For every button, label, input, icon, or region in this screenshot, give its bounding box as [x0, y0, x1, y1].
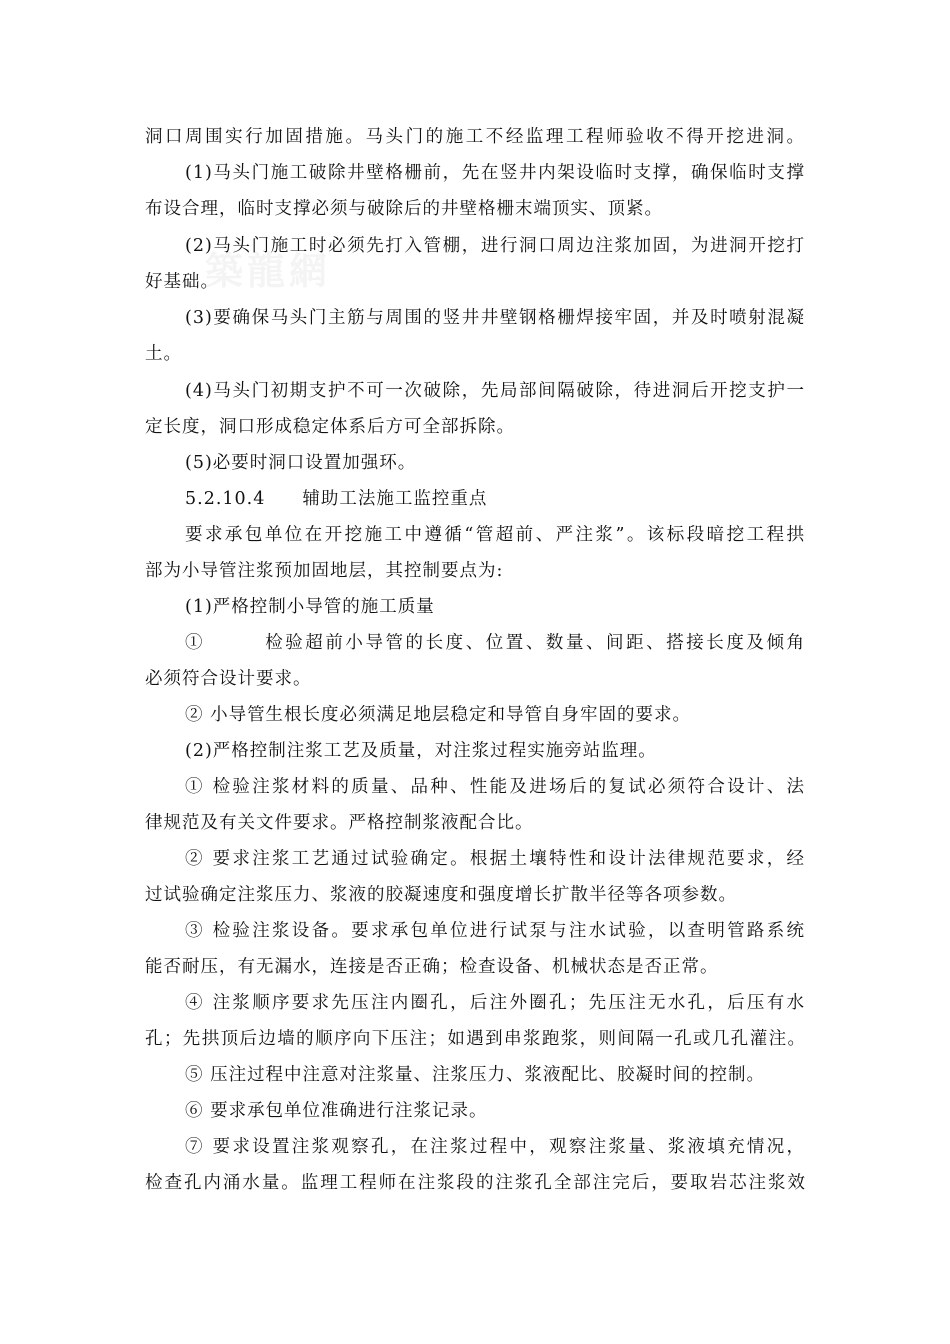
watermark-logo: 築龍網	[205, 249, 332, 293]
paragraph-line: ⑤ 压注过程中注意对注浆量、注浆压力、浆液配比、胶凝时间的控制。	[185, 1065, 766, 1085]
paragraph-line: ① 检验注浆材料的质量、品种、性能及进场后的复试必须符合设计、法	[185, 777, 805, 797]
paragraph-line: 必须符合设计要求。	[145, 669, 312, 689]
paragraph-line: ⑦ 要求设置注浆观察孔，在注浆过程中，观察注浆量、浆液填充情况，	[185, 1137, 805, 1157]
paragraph-line: ② 要求注浆工艺通过试验确定。根据土壤特性和设计法律规范要求，经	[185, 849, 805, 869]
paragraph-line: (4)马头门初期支护不可一次破除，先局部间隔破除，待进洞后开挖支护一	[185, 381, 805, 401]
paragraph-line: (1)马头门施工破除井壁格栅前，先在竖井内架设临时支撑，确保临时支撑	[185, 163, 805, 183]
paragraph-line: 要求承包单位在开挖施工中遵循“管超前、严注浆”。该标段暗挖工程拱	[185, 525, 805, 545]
paragraph-line: (2)马头门施工时必须先打入管棚，进行洞口周边注浆加固，为进洞开挖打	[185, 236, 805, 256]
paragraph-line: 定长度，洞口形成稳定体系后方可全部拆除。	[145, 417, 515, 437]
paragraph-line: 好基础。	[145, 272, 219, 292]
paragraph-line: ① 检验超前小导管的长度、位置、数量、间距、搭接长度及倾角	[185, 633, 805, 653]
paragraph-line: 部为小导管注浆预加固地层，其控制要点为:	[145, 561, 504, 581]
paragraph-line: 律规范及有关文件要求。严格控制浆液配合比。	[145, 813, 534, 833]
section-heading: 5.2.10.4 辅助工法施工监控重点	[185, 489, 488, 509]
paragraph-line: 能否耐压，有无漏水，连接是否正确；检查设备、机械状态是否正常。	[145, 957, 719, 977]
paragraph-line: 洞口周围实行加固措施。马头门的施工不经监理工程师验收不得开挖进洞。	[145, 127, 805, 147]
paragraph-line: (5)必要时洞口设置加强环。	[185, 453, 417, 473]
paragraph-line: ③ 检验注浆设备。要求承包单位进行试泵与注水试验，以查明管路系统	[185, 921, 805, 941]
paragraph-line: 布设合理，临时支撑必须与破除后的井壁格栅末端顶实、顶紧。	[145, 199, 663, 219]
paragraph-line: 检查孔内涌水量。监理工程师在注浆段的注浆孔全部注完后，要取岩芯注浆效	[145, 1173, 805, 1193]
paragraph-line: ⑥ 要求承包单位准确进行注浆记录。	[185, 1101, 488, 1121]
paragraph-line: (2)严格控制注浆工艺及质量，对注浆过程实施旁站监理。	[185, 741, 657, 761]
paragraph-line: 孔；先拱顶后边墙的顺序向下压注；如遇到串浆跑浆，则间隔一孔或几孔灌注。	[145, 1029, 805, 1049]
paragraph-line: 土。	[145, 344, 182, 364]
paragraph-line: (1)严格控制小导管的施工质量	[185, 597, 435, 617]
paragraph-line: ② 小导管生根长度必须满足地层稳定和导管自身牢固的要求。	[185, 705, 692, 725]
paragraph-line: (3)要确保马头门主筋与周围的竖井井壁钢格栅焊接牢固，并及时喷射混凝	[185, 308, 805, 328]
paragraph-line: ④ 注浆顺序要求先压注内圈孔，后注外圈孔；先压注无水孔，后压有水	[185, 993, 805, 1013]
paragraph-line: 过试验确定注浆压力、浆液的胶凝速度和强度增长扩散半径等各项参数。	[145, 885, 737, 905]
